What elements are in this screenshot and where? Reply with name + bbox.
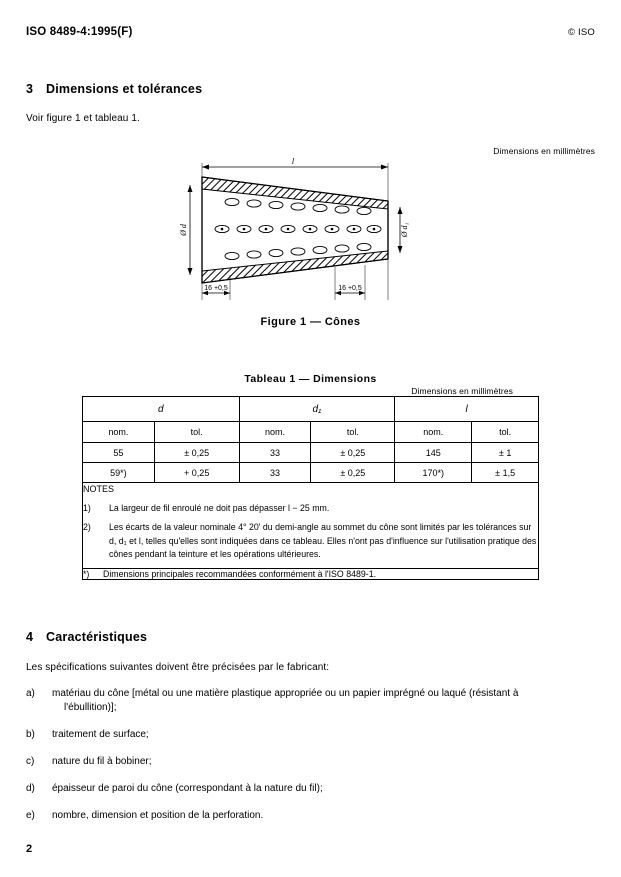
section-4-number: 4 <box>26 630 34 644</box>
list-item <box>26 782 586 796</box>
cell-r0-c3: ± 0,25 <box>311 443 395 463</box>
cell-r0-c4: 145 <box>395 443 472 463</box>
sub-header-d-tol: tol. <box>154 422 239 443</box>
figure-dimension-note: Dimensions en millimètres <box>493 146 595 156</box>
table-sub-header-row <box>83 422 539 443</box>
copyright-notice: © ISO <box>567 27 595 38</box>
cell-r1-c4: 170*) <box>395 463 472 483</box>
sub-header-l-tol: tol. <box>472 422 539 443</box>
cone-diagram-svg <box>160 155 460 305</box>
section-3-number: 3 <box>26 82 34 96</box>
note-2 <box>83 521 538 562</box>
list-item <box>26 809 586 823</box>
group-header-d: d <box>83 397 240 422</box>
cell-r1-c1: + 0,25 <box>154 463 239 483</box>
list-item-marker-d: d) <box>26 783 35 794</box>
table-footnote <box>83 568 539 579</box>
table-group-header-row <box>83 397 539 422</box>
list-item-marker-e: e) <box>26 810 35 821</box>
page-header <box>26 26 595 38</box>
list-item-body-d: épaisseur de paroi du cône (correspondant à la nature du fil); <box>52 783 323 794</box>
cell-r0-c2: 33 <box>239 443 311 463</box>
sub-header-d-nom: nom. <box>83 422 155 443</box>
standard-reference: ISO 8489-4:1995(F) <box>26 26 133 38</box>
dimensions-table <box>82 396 539 580</box>
cell-r1-c3: ± 0,25 <box>311 463 395 483</box>
list-item-body-c: nature du fil à bobiner; <box>52 756 152 767</box>
table-footnote-row <box>83 568 539 579</box>
figure-caption: Figure 1 — Cônes <box>260 316 361 328</box>
section-4-heading <box>26 630 147 644</box>
cell-r1-c5: ± 1,5 <box>472 463 539 483</box>
svg-text:l: l <box>291 157 295 166</box>
note-2-label: 2) <box>83 522 91 532</box>
section-3-body: Voir figure 1 et tableau 1. <box>26 113 140 124</box>
list-item-body-b: traitement de surface; <box>52 729 149 740</box>
section-3-heading <box>26 82 202 96</box>
list-item-marker-c: c) <box>26 756 35 767</box>
section-4-body: Les spécifications suivantes doivent être précisées par le fabricant: <box>26 662 330 673</box>
footnote-text: Dimensions principales recommandées conformément à l'ISO 8489-1. <box>103 568 377 579</box>
cone-figure <box>160 155 460 305</box>
page-number: 2 <box>26 843 33 855</box>
characteristics-list <box>26 687 586 836</box>
list-item-body-e: nombre, dimension et position de la perforation. <box>52 810 264 821</box>
cell-r0-c0: 55 <box>83 443 155 463</box>
cell-r1-c0: 59*) <box>83 463 155 483</box>
svg-text:16 +0,5: 16 +0,5 <box>338 285 362 292</box>
note-1-text: La largeur de fil enroulé ne doit pas dépasser l − 25 mm. <box>109 502 330 513</box>
group-header-d1: d₁ <box>239 397 395 422</box>
table-caption: Tableau 1 — Dimensions <box>244 373 377 385</box>
list-item-a-line1: matériau du cône [métal ou une matière plastique appropriée ou un papier imprégné ou laqué (résistant à <box>52 688 519 699</box>
list-item-marker-a: a) <box>26 688 35 699</box>
group-header-l: l <box>395 397 539 422</box>
section-4-title: Caractéristiques <box>46 630 148 644</box>
sub-header-l-nom: nom. <box>395 422 472 443</box>
table-row <box>83 463 539 483</box>
svg-text:16 +0,5: 16 +0,5 <box>204 285 228 292</box>
note-2-text: Les écarts de la valeur nominale 4° 20' du demi-angle au sommet du cône sont limités par les tolérances sur d, d₁ et l, telles qu'elles sont indiquées dans ce tableau. Elles n'ont pas d'influence sur l'utilisation pratique des cônes pendant la teinture et les opérations ultérieures. <box>109 522 537 559</box>
list-item-marker-b: b) <box>26 729 35 740</box>
note-1-label: 1) <box>83 502 91 513</box>
svg-text:Ø d: Ø d <box>179 224 188 236</box>
cell-r0-c5: ± 1 <box>472 443 539 463</box>
section-3-title: Dimensions et tolérances <box>46 82 203 96</box>
sub-header-d1-nom: nom. <box>239 422 311 443</box>
list-item <box>26 728 586 742</box>
table-dimension-note: Dimensions en millimètres <box>411 386 513 396</box>
notes-title: NOTES <box>83 484 115 494</box>
list-item-a-line2: l'ébullition)]; <box>64 702 117 713</box>
cell-r0-c1: ± 0,25 <box>154 443 239 463</box>
sub-header-d1-tol: tol. <box>311 422 395 443</box>
svg-text:Ø d₁: Ø d₁ <box>400 222 409 238</box>
note-1 <box>83 502 538 516</box>
list-item <box>26 687 586 715</box>
footnote-label: *) <box>83 568 90 579</box>
cell-r1-c2: 33 <box>239 463 311 483</box>
table-notes <box>83 483 539 569</box>
table-notes-row <box>83 483 539 569</box>
list-item <box>26 755 586 769</box>
table-row <box>83 443 539 463</box>
list-item-body-a <box>52 687 586 715</box>
